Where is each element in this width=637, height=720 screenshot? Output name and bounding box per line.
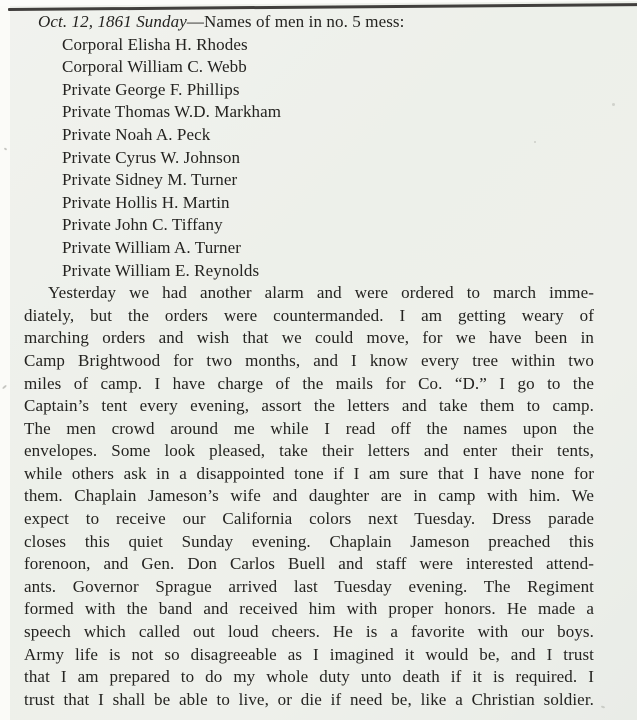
scan-speckle [2,385,7,390]
paragraph-line: diately, but the orders were countermanded. I am getting weary of [24,305,594,325]
paragraph-line: Yesterday we had another alarm and were ordered to march imme- [48,283,594,303]
mess-name-line: Private Cyrus W. Johnson [62,147,241,167]
paragraph-line: trust that I shall be able to live, or die if need be, like a Christian soldier. [24,689,594,709]
mess-name-line: Corporal William C. Webb [62,57,247,77]
paragraph-line: formed with the band and received him with proper honors. He made a [24,599,594,619]
entry-header-text: —Names of men in no. 5 mess: [186,12,405,31]
paragraph-line: The men crowd around me while I read off the names upon the [24,418,594,438]
mess-name-line: Private George F. Phillips [62,79,240,99]
mess-name-line: Private William E. Reynolds [62,260,260,280]
paragraph-line: Captain’s tent every evening, assort the letters and take them to camp. [24,396,594,416]
mess-name-line: Private William A. Turner [62,237,242,257]
paragraph-line: Camp Brightwood for two months, and I know every tree within two [24,350,594,370]
mess-name-line: Private John C. Tiffany [62,215,223,235]
paragraph-line: speech which called out loud cheers. He is a favorite with our boys. [24,622,594,642]
paragraph-line: expect to receive our California colors next Tuesday. Dress parade [24,509,594,529]
paragraph-line: envelopes. Some look pleased, take their letters and enter their tents, [24,441,594,461]
paragraph-line: closes this quiet Sunday evening. Chaplain Jameson preached this [24,531,594,551]
mess-name-line: Private Noah A. Peck [62,124,211,144]
paragraph-line: forenoon, and Gen. Don Carlos Buell and staff were interested attend- [24,554,594,574]
paragraph-line: Army life is not so disagreeable as I imagined it would be, and I trust [24,644,594,664]
mess-name-line: Private Thomas W.D. Markham [62,102,282,122]
diary-entry [24,11,594,711]
paragraph-line: them. Chaplain Jameson’s wife and daughter are in camp with him. We [24,486,594,506]
entry-date: Oct. 12, 1861 Sunday [38,12,187,31]
scan-speckle [4,147,8,150]
diary-paragraph [24,282,594,711]
mess-name-line: Private Sidney M. Turner [62,170,238,190]
mess-name-line: Corporal Elisha H. Rhodes [62,34,248,54]
paragraph-line: ants. Governor Sprague arrived last Tuesday evening. The Regiment [24,576,594,596]
mess-name-line: Private Hollis H. Martin [62,192,230,212]
mess-names-list [24,34,594,283]
entry-header [24,11,594,34]
paragraph-line: that I am prepared to do my whole duty unto death if it is required. I [24,667,594,687]
paragraph-line: miles of camp. I have charge of the mails for Co. “D.” I go to the [24,373,594,393]
paragraph-line: while others ask in a disappointed tone if I am sure that I have none for [24,463,594,483]
scan-speckle [612,103,615,106]
paragraph-line: marching orders and wish that we could move, for we have been in [24,328,594,348]
